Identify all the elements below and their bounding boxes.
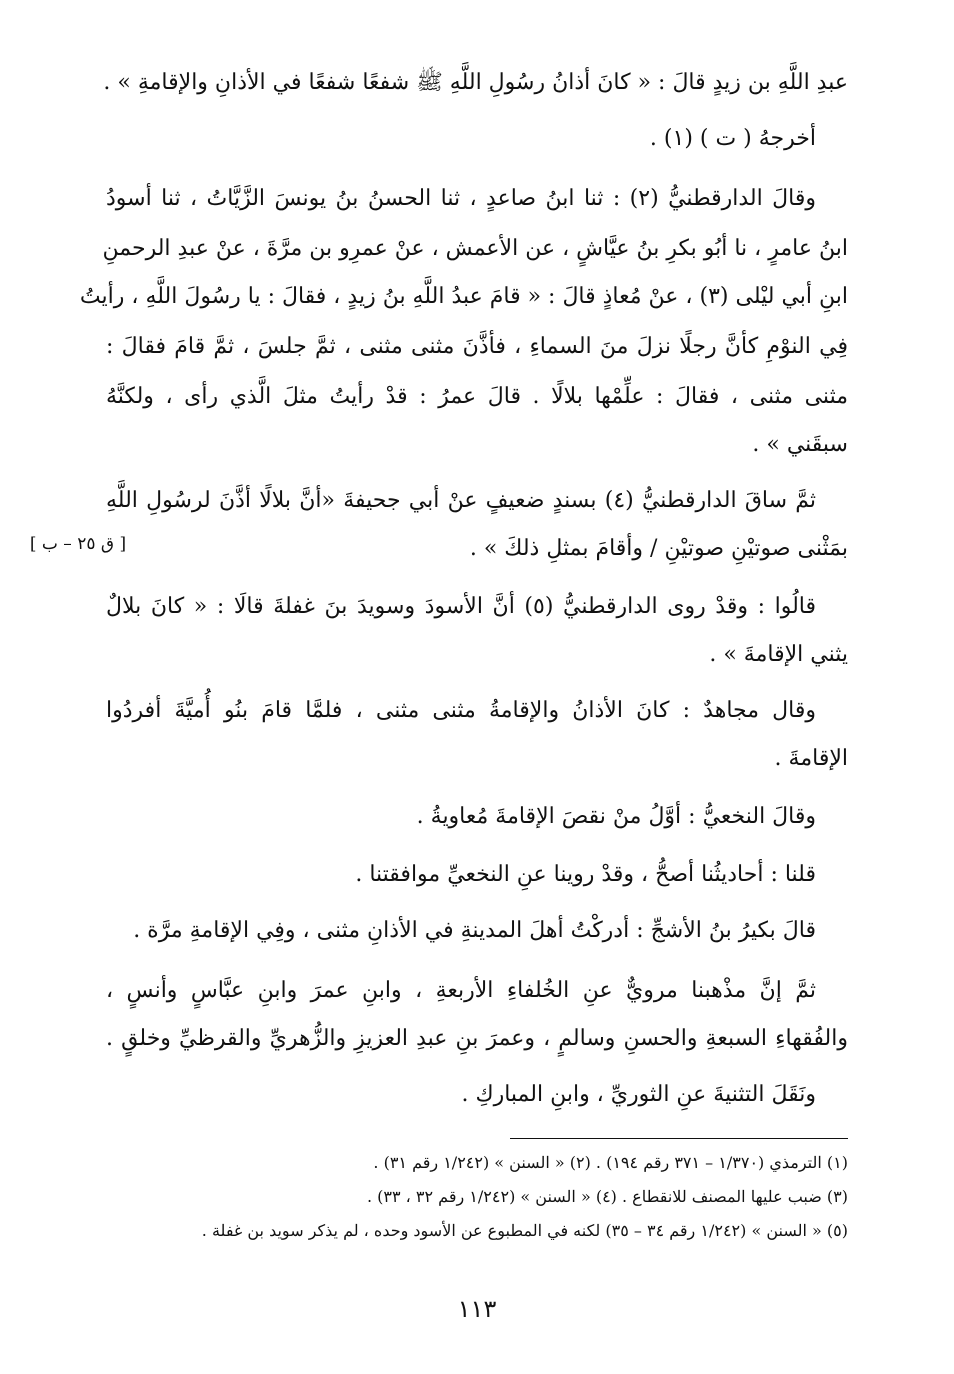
text-line: والفُقهاءِ السبعةِ والحسنِ وسالمٍ ، وعمرَ بنِ عبدِ العزيزِ والزُّهريِّ والقرظيِّ وخلقٍ . — [106, 1026, 848, 1051]
text-line: ثمَّ ساقَ الدارقطنيُّ (٤) بسندٍ ضعيفٍ عنْ أبي جحيفةَ «أنَّ بلالًا أذَّنَ لرسُولِ اللَّهِ — [106, 488, 817, 513]
footnote: (٥) « السنن » (١/٢٤٢ رقم ٣٤ – ٣٥) لكنه في المطبوع عن الأسود وحده ، لم يذكر سويد بن غفلة . — [201, 1221, 848, 1240]
text-line: قالَ بكيرُ بنُ الأشجِّ : أدركْتُ أهلَ المدينةِ في الأذانِ مثنى ، وفِي الإقامةِ مرَّة . — [133, 918, 816, 943]
text-line: بمَثْنى صوتيْنِ صوتيْنِ / وأقامَ بمثلِ ذلكَ » . — [469, 536, 848, 561]
text-line: ابنِ أبي ليْلى (٣) ، عنْ مُعاذٍ قالَ : « قامَ عبدُ اللَّهِ بنُ زيدٍ ، فقالَ : يا رسُولَ اللَّهِ ، رأيتُ — [79, 284, 848, 309]
text-line: فِي النوْمِ كأنَّ رجلًا نزلَ منَ السماءِ ، فأذَّنَ مثنى مثنى ، ثمَّ جلسَ ، ثمَّ قامَ فقالَ : — [106, 334, 848, 359]
text-line: قلنا : أحاديثُنا أصحُّ ، وقدْ روينا عنِ النخعيِّ موافقتنا . — [355, 862, 816, 887]
text-line: وقال مجاهدٌ : كانَ الأذانُ والإقامةُ مثنى مثنى ، فلمَّا قامَ بنُو أُميَّةَ أفردُوا — [106, 698, 816, 723]
footnote: (٣) ضبب عليها المصنف للانقطاع . (٤) « السنن » (١/٢٤٢ رقم ٣٢ ، ٣٣) . — [366, 1187, 848, 1206]
text-line: ثمَّ إنَّ مذْهبنا مرويٌّ عنِ الخُلفاءِ الأربعةِ ، وابنِ عمرَ وابنِ عبَّاسٍ وأنسٍ ، — [106, 978, 816, 1003]
text-line: ابنُ عامرٍ ، نا أبُو بكرِ بنُ عيَّاشٍ ، عن الأعمش ، عنْ عمرِو بن مرَّةَ ، عنْ عبدِ الرحمنِ — [102, 236, 848, 261]
text-line: الإقامةَ . — [774, 746, 848, 771]
text-line: قالُوا : وقدْ روى الدارقطنيُّ (٥) أنَّ الأسودَ وسويدَ بنَ غفلةَ قالَا : « كانَ بلالٌ — [106, 594, 816, 619]
footnote-separator — [510, 1138, 848, 1139]
text-line: يثني الإقامةَ » . — [709, 642, 848, 667]
page-number: ١١٣ — [457, 1295, 497, 1323]
footnote: (١) الترمذي (١/٣٧٠ – ٣٧١ رقم ١٩٤) . (٢) « السنن » (١/٢٤٢ رقم ٣١) . — [373, 1153, 848, 1172]
text-line: ونَقَلَ التثنيةَ عنِ الثوريِّ ، وابنِ المباركِ . — [461, 1082, 816, 1107]
text-line: وقالَ الدارقطنيُّ (٢) : ثنا ابنُ صاعدٍ ، ثنا الحسنُ بنُ يونسَ الزَّيَّاتُ ، ثنا أسودُ — [106, 186, 816, 211]
text-line: أخرجهُ ( ت ) (١) . — [649, 126, 816, 151]
text-line: وقالَ النخعيُّ : أوَّلُ منْ نقصَ الإقامةَ مُعاويةُ . — [416, 804, 816, 829]
text-line: سبقَني » . — [752, 432, 848, 457]
text-line: عبدِ اللَّهِ بن زيدٍ قالَ : « كانَ أذانُ رسُولِ اللَّهِ ﷺ شفعًا شفعًا في الأذانِ والإقامةِ » . — [103, 70, 848, 95]
manuscript-folio-marker: [ ق ٢٥ – ب ] — [29, 534, 127, 554]
text-line: مثنى مثنى ، فقالَ : علِّمْها بلالًا . قالَ عمرُ : قدْ رأيتُ مثلَ الَّذي رأى ، ولكنَّهُ — [106, 384, 848, 409]
